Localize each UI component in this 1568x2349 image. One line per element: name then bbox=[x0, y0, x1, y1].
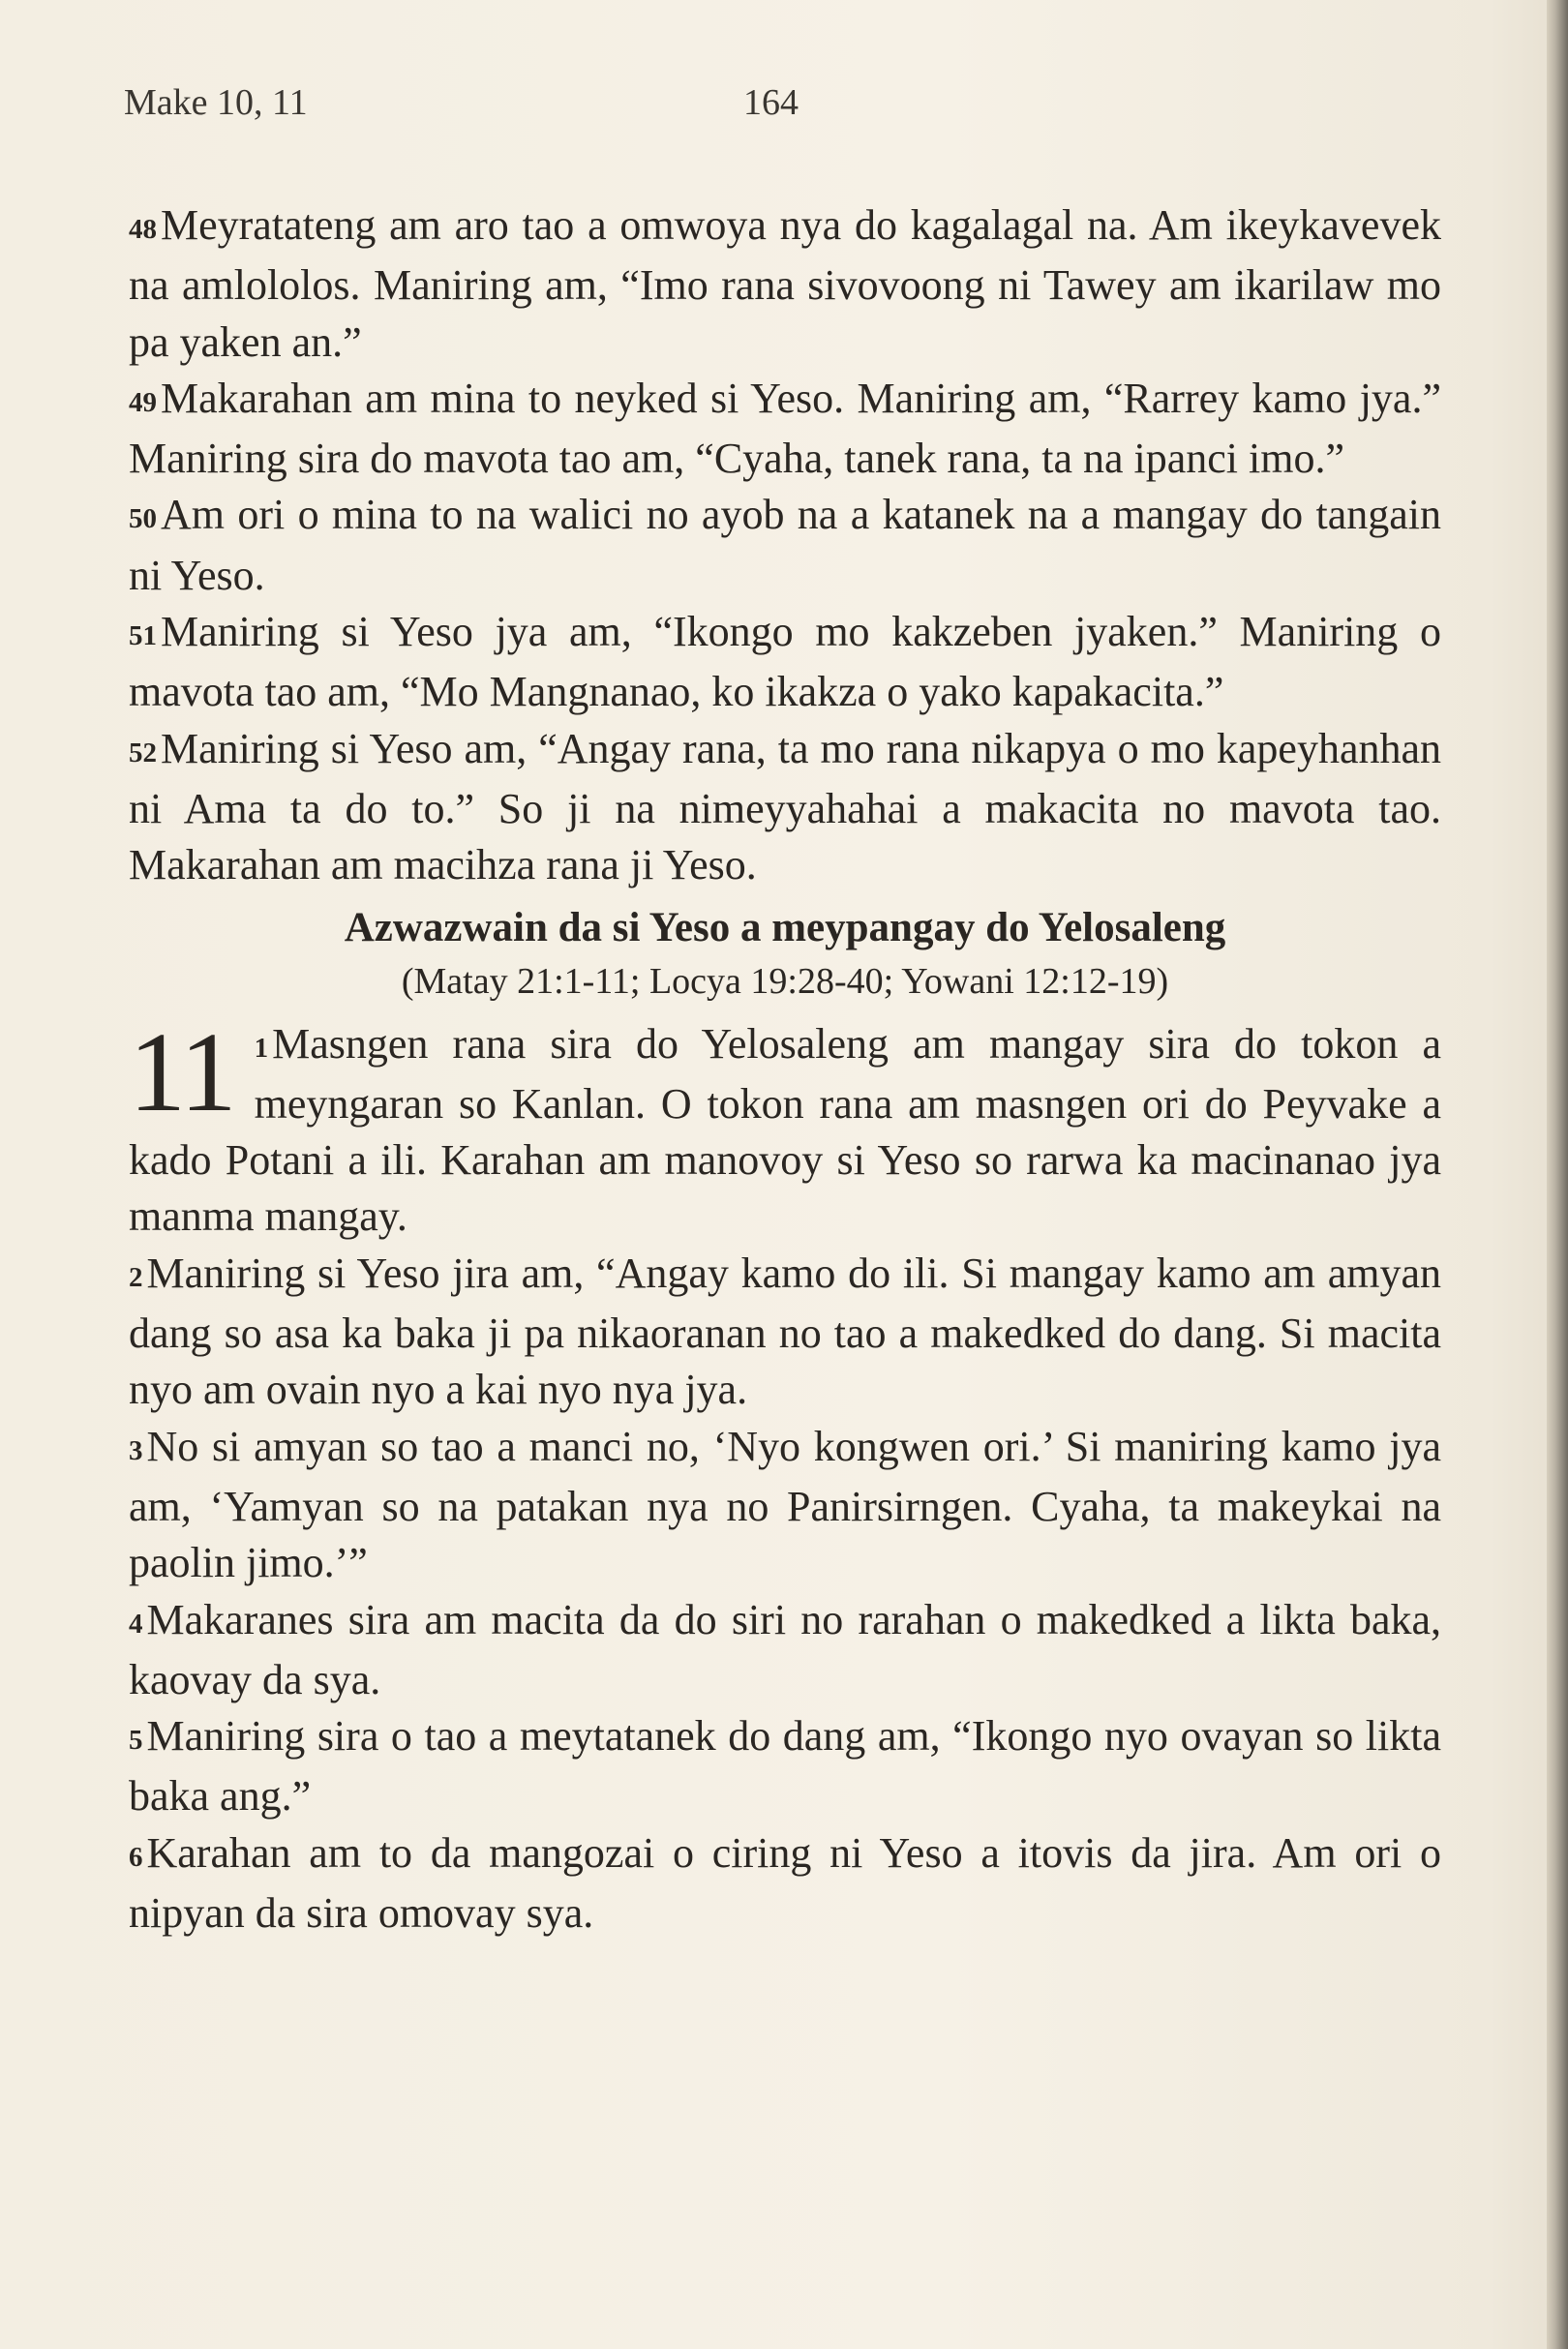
page-edge bbox=[1547, 0, 1568, 2349]
verse-number: 4 bbox=[129, 1608, 143, 1640]
verse-4 bbox=[129, 1592, 1441, 1709]
verse-1 bbox=[129, 1008, 1441, 1246]
verse-50 bbox=[129, 487, 1441, 604]
verse-51 bbox=[129, 604, 1441, 721]
verse-3 bbox=[129, 1419, 1441, 1592]
chapter-number: 11 bbox=[129, 1008, 235, 1135]
verse-52 bbox=[129, 721, 1441, 894]
verse-number: 2 bbox=[129, 1261, 143, 1293]
verse-text: Maniring si Yeso jya am, “Ikongo mo kakzeben jyaken.” Maniring o mavota tao am, “Mo Mangnanao, ko ikakza o yako kapakacita.” bbox=[129, 608, 1441, 716]
verse-2 bbox=[129, 1246, 1441, 1419]
verse-5 bbox=[129, 1708, 1441, 1825]
book-chapter-ref: Make 10, 11 bbox=[124, 82, 308, 123]
verse-number: 3 bbox=[129, 1434, 143, 1466]
verse-number: 51 bbox=[129, 620, 157, 652]
verse-number: 50 bbox=[129, 503, 157, 535]
verse-text: Masngen rana sira do Yelosaleng am mangay sira do tokon a meyngaran so Kanlan. O tokon rana am masngen ori do Peyvake a kado Potani a ili. Karahan am manovoy si Yeso so rarwa ka macinanao jya manma mangay. bbox=[129, 1019, 1441, 1241]
verse-text: Meyratateng am aro tao a omwoya nya do kagalagal na. Am ikeykavevek na amlololos. Maniring am, “Imo rana sivovoong ni Tawey am ikarilaw mo pa yaken an.” bbox=[129, 201, 1441, 366]
verse-text: Am ori o mina to na walici no ayob na a katanek na a mangay do tangain ni Yeso. bbox=[129, 491, 1441, 599]
verse-number: 49 bbox=[129, 386, 157, 418]
verse-number: 6 bbox=[129, 1841, 143, 1873]
verse-number: 52 bbox=[129, 737, 157, 768]
verse-number: 48 bbox=[129, 214, 157, 245]
verse-number: 5 bbox=[129, 1725, 143, 1757]
verse-49 bbox=[129, 371, 1441, 488]
scripture-text bbox=[129, 197, 1441, 1942]
verse-6 bbox=[129, 1825, 1441, 1942]
verse-text: Maniring sira o tao a meytatanek do dang am, “Ikongo nyo ovayan so likta baka ang.” bbox=[129, 1712, 1441, 1821]
verse-number: 1 bbox=[254, 1032, 269, 1064]
verse-text: Maniring si Yeso am, “Angay rana, ta mo rana nikapya o mo kapeyhanhan ni Ama ta do to.” So ji na nimeyyahahai a makacita no mavota tao. Makarahan am macihza rana ji Yeso. bbox=[129, 724, 1441, 889]
section-heading: Azwazwain da si Yeso a meypangay do Yelosaleng bbox=[344, 904, 1226, 950]
verse-text: Maniring si Yeso jira am, “Angay kamo do ili. Si mangay kamo am amyan dang so asa ka baka ji pa nikaoranan no tao a makedked do dang. Si macita nyo am ovain nyo a kai nyo nya jya. bbox=[129, 1249, 1441, 1414]
page-number: 164 bbox=[743, 82, 799, 123]
running-header bbox=[124, 81, 1440, 139]
verse-text: No si amyan so tao a manci no, ‘Nyo kongwen ori.’ Si maniring kamo jya am, ‘Yamyan so na patakan nya no Panirsirngen. Cyaha, ta makeykai na paolin jimo.’” bbox=[129, 1422, 1441, 1587]
verse-48 bbox=[129, 197, 1441, 371]
verse-text: Makaranes sira am macita da do siri no rarahan o makedked a likta baka, kaovay da sya. bbox=[129, 1595, 1441, 1703]
verse-text: Makarahan am mina to neyked si Yeso. Maniring am, “Rarrey kamo jya.” Maniring sira do mavota tao am, “Cyaha, tanek rana, ta na ipanci imo.” bbox=[129, 374, 1441, 483]
cross-reference: (Matay 21:1-11; Locya 19:28-40; Yowani 12:12-19) bbox=[401, 960, 1169, 1002]
verse-text: Karahan am to da mangozai o ciring ni Yeso a itovis da jira. Am ori o nipyan da sira omovay sya. bbox=[129, 1828, 1441, 1938]
